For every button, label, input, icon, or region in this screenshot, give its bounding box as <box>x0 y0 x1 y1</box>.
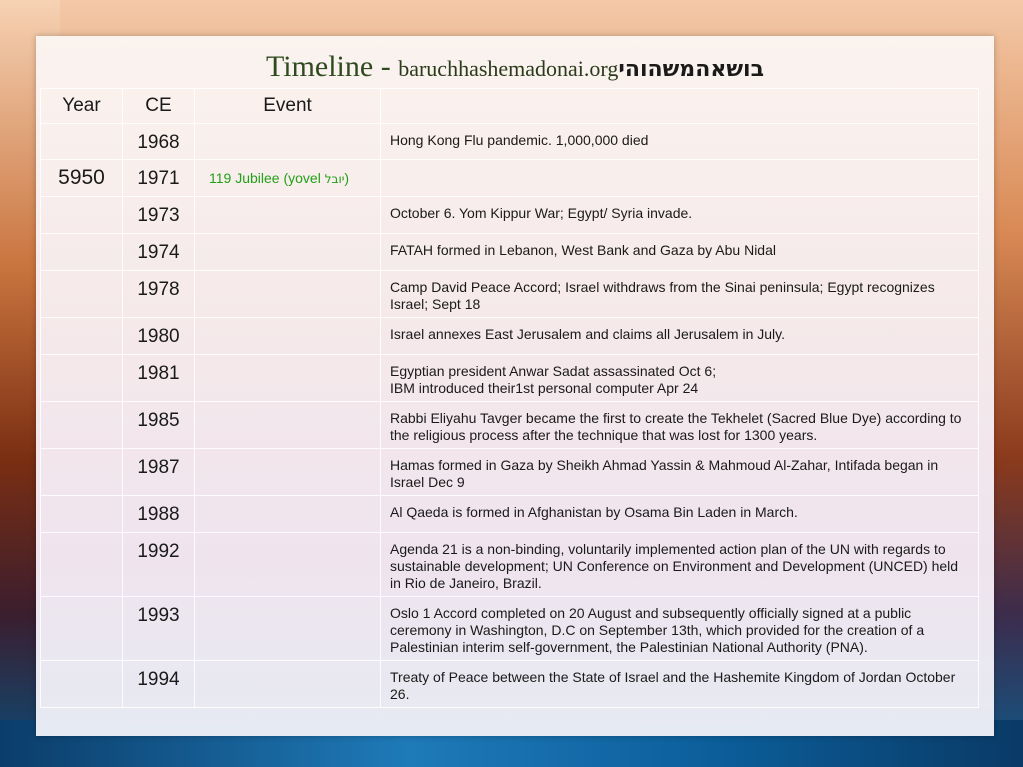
ce-cell: 1980 <box>123 318 195 355</box>
slide-title <box>36 50 994 84</box>
description-cell: Hamas formed in Gaza by Sheikh Ahmad Yassin & Mahmoud Al-Zahar, Intifada began in Israel Dec 9 <box>381 449 979 496</box>
description-cell: FATAH formed in Lebanon, West Bank and Gaza by Abu Nidal <box>381 234 979 271</box>
timeline-table <box>40 88 979 708</box>
year-cell-empty <box>41 124 123 160</box>
table-row <box>41 355 979 402</box>
title-dash: - <box>373 50 399 83</box>
ce-cell: 1971 <box>123 160 195 197</box>
ce-cell: 1988 <box>123 496 195 533</box>
ce-cell: 1987 <box>123 449 195 496</box>
table-row <box>41 271 979 318</box>
ce-cell: 1994 <box>123 661 195 708</box>
jubilee-prefix: 119 Jubilee (yovel <box>209 170 325 186</box>
year-cell-empty <box>41 449 123 496</box>
description-cell: Al Qaeda is formed in Afghanistan by Osama Bin Laden in March. <box>381 496 979 533</box>
description-cell: Agenda 21 is a non-binding, voluntarily implemented action plan of the UN with regards to sustainable development; UN Conference on Environment and Development (UNCED) held in Rio de Janeiro, Brazil. <box>381 533 979 597</box>
year-cell-empty <box>41 234 123 271</box>
header-event: Event <box>195 89 381 124</box>
event-cell <box>195 402 381 449</box>
table-row <box>41 496 979 533</box>
description-line: IBM introduced their1st personal computer Apr 24 <box>390 380 699 396</box>
year-cell-empty <box>41 271 123 318</box>
year-cell-empty <box>41 355 123 402</box>
event-cell <box>195 197 381 234</box>
jubilee-hebrew: יובל <box>324 172 345 186</box>
event-cell <box>195 355 381 402</box>
title-hebrew: בושאהמשהוהי <box>618 57 765 82</box>
ce-cell: 1974 <box>123 234 195 271</box>
event-cell <box>195 661 381 708</box>
description-cell: Camp David Peace Accord; Israel withdraws from the Sinai peninsula; Egypt recognizes Israel; Sept 18 <box>381 271 979 318</box>
description-line: Egyptian president Anwar Sadat assassinated Oct 6; <box>390 363 717 379</box>
event-cell <box>195 449 381 496</box>
year-cell-empty <box>41 402 123 449</box>
year-cell-empty <box>41 496 123 533</box>
description-cell: October 6. Yom Kippur War; Egypt/ Syria invade. <box>381 197 979 234</box>
ce-cell: 1993 <box>123 597 195 661</box>
event-cell <box>195 234 381 271</box>
year-cell-empty <box>41 197 123 234</box>
event-cell <box>195 496 381 533</box>
description-cell: Hong Kong Flu pandemic. 1,000,000 died <box>381 124 979 160</box>
ce-cell: 1992 <box>123 533 195 597</box>
ce-cell: 1973 <box>123 197 195 234</box>
jubilee-suffix: ) <box>344 170 350 186</box>
description-cell: Oslo 1 Accord completed on 20 August and subsequently officially signed at a public ceremony in Washington, D.C on September 13th, which provided for the creation of a Palestinian interim self-government, the Palestinian National Authority (PNA). <box>381 597 979 661</box>
table-row <box>41 597 979 661</box>
event-cell <box>195 124 381 160</box>
description-cell <box>381 355 979 402</box>
table-row <box>41 234 979 271</box>
ce-cell: 1985 <box>123 402 195 449</box>
table-row <box>41 318 979 355</box>
ce-cell: 1968 <box>123 124 195 160</box>
title-site: baruchhashemadonai.org <box>398 56 619 81</box>
table-row <box>41 124 979 160</box>
header-row <box>41 89 979 124</box>
event-cell <box>195 533 381 597</box>
table-row <box>41 160 979 197</box>
description-cell: Israel annexes East Jerusalem and claims all Jerusalem in July. <box>381 318 979 355</box>
header-description <box>381 89 979 124</box>
table-row <box>41 661 979 708</box>
ce-cell: 1981 <box>123 355 195 402</box>
description-cell: Rabbi Eliyahu Tavger became the first to create the Tekhelet (Sacred Blue Dye) according to the religious process after the technique that was lost for 1300 years. <box>381 402 979 449</box>
year-cell-empty <box>41 661 123 708</box>
header-year: Year <box>41 89 123 124</box>
event-cell <box>195 318 381 355</box>
table-row <box>41 533 979 597</box>
event-cell <box>195 597 381 661</box>
year-cell-empty <box>41 533 123 597</box>
table-row <box>41 449 979 496</box>
year-cell-empty <box>41 597 123 661</box>
year-cell-empty <box>41 318 123 355</box>
slide <box>36 36 994 736</box>
table-row <box>41 197 979 234</box>
event-cell <box>195 271 381 318</box>
year-cell: 5950 <box>41 160 123 197</box>
title-main: Timeline <box>265 50 374 83</box>
header-ce: CE <box>123 89 195 124</box>
event-cell-jubilee <box>195 160 381 197</box>
description-cell: Treaty of Peace between the State of Israel and the Hashemite Kingdom of Jordan October 26. <box>381 661 979 708</box>
ce-cell: 1978 <box>123 271 195 318</box>
table-row <box>41 402 979 449</box>
description-cell <box>381 160 979 197</box>
